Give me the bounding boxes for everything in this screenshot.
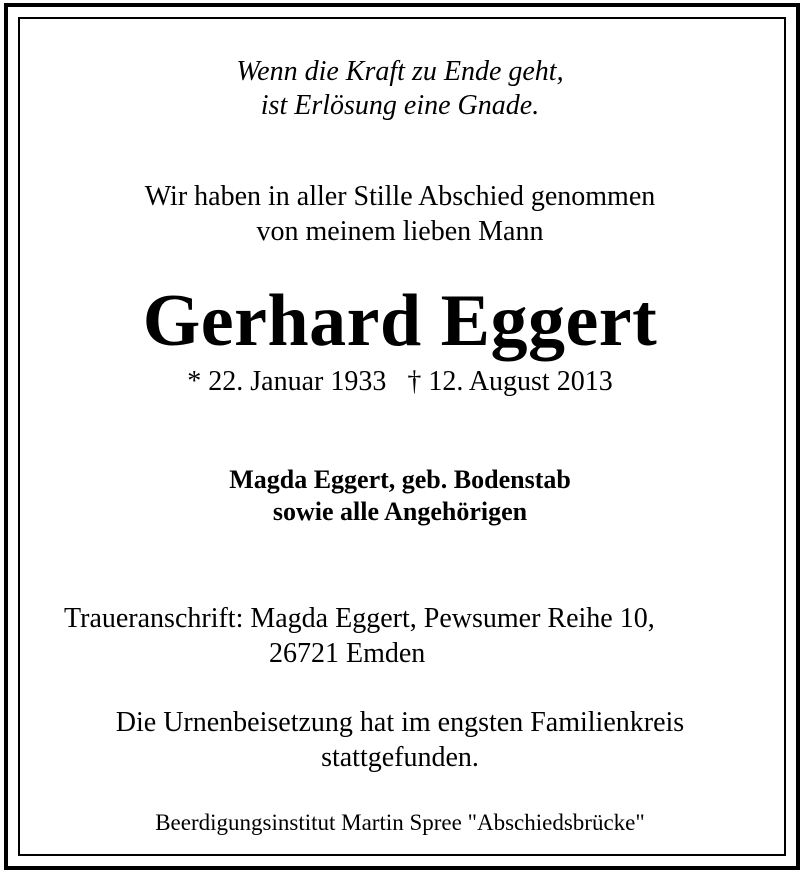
- intro-line-1: Wir haben in aller Stille Abschied genommen: [144, 181, 656, 212]
- mourners-line-1: Magda Eggert, geb. Bodenstab: [229, 465, 571, 494]
- motto-line-2: ist Erlösung eine Gnade.: [260, 90, 540, 121]
- funeral-home: Beerdigungsinstitut Martin Spree "Abschiedsbrücke": [155, 810, 645, 835]
- motto-line-1: Wenn die Kraft zu Ende geht,: [236, 56, 564, 87]
- mourners-line-2: sowie alle Angehörigen: [272, 497, 528, 526]
- deceased-name: Gerhard Eggert: [142, 280, 658, 362]
- address-line-2: 26721 Emden: [269, 638, 426, 669]
- intro-line-2: von meinem lieben Mann: [256, 216, 544, 247]
- life-dates: * 22. Januar 1933 † 12. August 2013: [187, 366, 613, 397]
- outer-border: [4, 3, 800, 870]
- address-line-1: Traueranschrift: Magda Eggert, Pewsumer Reihe 10,: [64, 603, 655, 634]
- note-line-1: Die Urnenbeisetzung hat im engsten Familienkreis: [115, 707, 685, 738]
- note-line-2: stattgefunden.: [321, 742, 479, 773]
